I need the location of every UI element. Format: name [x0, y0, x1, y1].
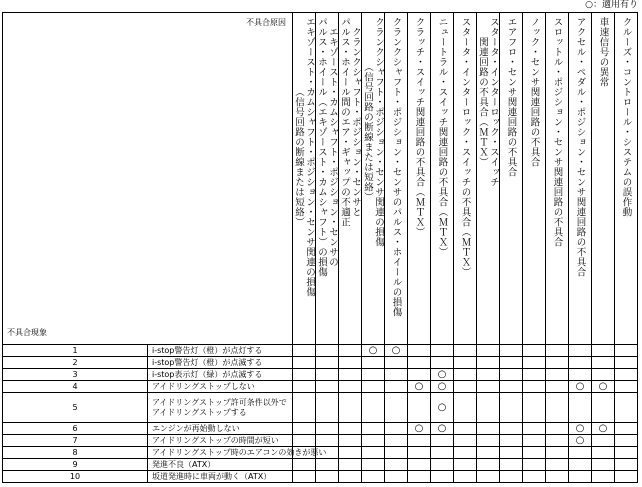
empty-cell	[523, 423, 546, 435]
empty-cell	[523, 393, 546, 423]
empty-cell	[523, 345, 546, 357]
symptom-row	[3, 345, 638, 357]
cause-header-2	[316, 13, 339, 345]
row-number: 3	[3, 369, 148, 381]
empty-cell	[569, 447, 592, 459]
empty-cell	[615, 393, 638, 423]
empty-cell	[385, 381, 408, 393]
empty-cell	[316, 471, 339, 483]
applicable-mark: ○	[431, 369, 454, 381]
cause-label: クランクシャフト・ポジション・センサと パルス・ホイール間のエア・ギャップの不適正	[339, 17, 361, 227]
empty-cell	[431, 345, 454, 357]
empty-cell	[316, 435, 339, 447]
empty-cell	[569, 393, 592, 423]
empty-cell	[385, 471, 408, 483]
empty-cell	[316, 369, 339, 381]
empty-cell	[454, 423, 477, 435]
cause-header-8	[454, 13, 477, 345]
applicable-mark: ○	[431, 393, 454, 423]
empty-cell	[477, 369, 500, 381]
cause-header-15	[615, 13, 638, 345]
empty-cell	[362, 423, 385, 435]
diagnosis-matrix-table	[2, 12, 638, 483]
empty-cell	[592, 345, 615, 357]
symptom-row	[3, 447, 638, 459]
row-number: 7	[3, 435, 148, 447]
empty-cell	[293, 369, 316, 381]
cause-label: エアフロ・センサ関連回路の不具合	[505, 17, 517, 177]
empty-cell	[477, 357, 500, 369]
empty-cell	[454, 345, 477, 357]
empty-cell	[408, 345, 431, 357]
empty-cell	[592, 357, 615, 369]
cause-label: エキゾースト・カムシャフト・ポジション・センサ関連の損傷 （信号回路の断線または短絡）	[293, 17, 315, 297]
row-number: 5	[3, 393, 148, 423]
empty-cell	[615, 369, 638, 381]
empty-cell	[569, 459, 592, 471]
cause-header-7	[431, 13, 454, 345]
cause-label: クランクシャフト・ポジション・センサのパルス・ホイールの損傷	[390, 17, 402, 317]
symptom-text: i-stop警告灯（橙）が点灯する	[148, 345, 293, 357]
applicable-mark: ○	[569, 435, 592, 447]
empty-cell	[592, 447, 615, 459]
header-row	[3, 13, 638, 345]
empty-cell	[293, 357, 316, 369]
empty-cell	[431, 459, 454, 471]
cause-label: クルーズ・コントロール・システムの誤作動	[620, 17, 632, 217]
symptom-row	[3, 393, 638, 423]
cause-label: スタータ・インターロック・スイッチ 関連回路の不具合（ＭＴＸ）	[477, 17, 499, 187]
symptom-text: アイドリングストップしない	[148, 381, 293, 393]
empty-cell	[523, 369, 546, 381]
empty-cell	[408, 369, 431, 381]
empty-cell	[523, 357, 546, 369]
empty-cell	[316, 459, 339, 471]
empty-cell	[408, 435, 431, 447]
applicable-mark: ○	[431, 381, 454, 393]
cause-header-12	[546, 13, 569, 345]
empty-cell	[523, 459, 546, 471]
empty-cell	[408, 357, 431, 369]
empty-cell	[546, 423, 569, 435]
empty-cell	[615, 471, 638, 483]
empty-cell	[592, 393, 615, 423]
empty-cell	[546, 435, 569, 447]
symptom-row	[3, 381, 638, 393]
empty-cell	[431, 471, 454, 483]
cause-label: スタータ・インターロック・スイッチの不具合（ＭＴＸ）	[459, 17, 471, 277]
row-number: 8	[3, 447, 148, 459]
applicable-mark: ○	[592, 423, 615, 435]
empty-cell	[500, 435, 523, 447]
empty-cell	[477, 393, 500, 423]
row-number: 10	[3, 471, 148, 483]
empty-cell	[339, 393, 362, 423]
empty-cell	[592, 369, 615, 381]
cause-label: 車速信号の異常	[597, 17, 609, 87]
cause-header-14	[592, 13, 615, 345]
empty-cell	[385, 447, 408, 459]
empty-cell	[293, 381, 316, 393]
symptom-text: アイドリングストップの時間が短い	[148, 435, 293, 447]
empty-cell	[500, 459, 523, 471]
empty-cell	[569, 357, 592, 369]
empty-cell	[592, 471, 615, 483]
cause-label: スロットル・ポジション・センサ関連回路の不具合	[551, 17, 563, 247]
symptom-row	[3, 435, 638, 447]
empty-cell	[546, 393, 569, 423]
applicable-mark: ○	[431, 423, 454, 435]
cause-header-9	[477, 13, 500, 345]
empty-cell	[362, 393, 385, 423]
cause-label: エキゾースト・カムシャフト・ポジション・センサの パルス・ホイール（エキゾースト・カムシャフト）の損傷	[316, 17, 338, 277]
cause-header-11	[523, 13, 546, 345]
empty-cell	[293, 471, 316, 483]
empty-cell	[385, 357, 408, 369]
empty-cell	[362, 381, 385, 393]
empty-cell	[454, 369, 477, 381]
row-number: 9	[3, 459, 148, 471]
empty-cell	[477, 459, 500, 471]
empty-cell	[431, 357, 454, 369]
cause-header-10	[500, 13, 523, 345]
empty-cell	[339, 447, 362, 459]
empty-cell	[454, 435, 477, 447]
symptom-text: i-stop警告灯（橙）が点滅する	[148, 357, 293, 369]
applicable-mark: ○	[362, 345, 385, 357]
empty-cell	[339, 471, 362, 483]
empty-cell	[615, 459, 638, 471]
cause-header-4	[362, 13, 385, 345]
empty-cell	[293, 435, 316, 447]
empty-cell	[477, 423, 500, 435]
empty-cell	[500, 423, 523, 435]
empty-cell	[477, 471, 500, 483]
symptom-text: アイドリングストップ時のエアコンの効きが悪い	[148, 447, 293, 459]
row-number: 1	[3, 345, 148, 357]
empty-cell	[385, 369, 408, 381]
cause-label: アクセル・ペダル・ポジション・センサ関連回路の不具合	[574, 17, 586, 277]
empty-cell	[477, 447, 500, 459]
cause-header: 不具合原因	[246, 18, 286, 27]
empty-cell	[454, 393, 477, 423]
empty-cell	[500, 447, 523, 459]
cause-header-5	[385, 13, 408, 345]
symptom-text: i-stop表示灯（緑）が点滅する	[148, 369, 293, 381]
symptom-row	[3, 369, 638, 381]
cause-label: クランクシャフト・ポジション・センサ関連の損傷 （信号回路の断線または短絡）	[362, 17, 384, 247]
empty-cell	[592, 459, 615, 471]
legend: ○：適用有り	[585, 0, 638, 10]
symptom-text: エンジンが再始動しない	[148, 423, 293, 435]
empty-cell	[615, 435, 638, 447]
applicable-mark: ○	[408, 381, 431, 393]
empty-cell	[615, 447, 638, 459]
symptom-text: 発進不良（ATX）	[148, 459, 293, 471]
empty-cell	[408, 393, 431, 423]
empty-cell	[615, 357, 638, 369]
cause-label: ノック・センサ関連回路の不具合	[528, 17, 540, 167]
symptom-row	[3, 357, 638, 369]
cause-header-1	[293, 13, 316, 345]
empty-cell	[316, 393, 339, 423]
cause-label: ニュートラル・スイッチ関連回路の不具合（ＭＴＸ）	[436, 17, 448, 257]
empty-cell	[431, 435, 454, 447]
empty-cell	[500, 369, 523, 381]
empty-cell	[408, 447, 431, 459]
empty-cell	[316, 381, 339, 393]
empty-cell	[362, 447, 385, 459]
empty-cell	[385, 435, 408, 447]
empty-cell	[546, 447, 569, 459]
applicable-mark: ○	[592, 381, 615, 393]
empty-cell	[362, 369, 385, 381]
empty-cell	[362, 357, 385, 369]
empty-cell	[385, 423, 408, 435]
empty-cell	[454, 447, 477, 459]
empty-cell	[569, 471, 592, 483]
empty-cell	[500, 471, 523, 483]
applicable-mark: ○	[385, 345, 408, 357]
empty-cell	[293, 393, 316, 423]
empty-cell	[339, 423, 362, 435]
empty-cell	[454, 471, 477, 483]
empty-cell	[293, 345, 316, 357]
empty-cell	[569, 369, 592, 381]
applicable-mark: ○	[408, 423, 431, 435]
empty-cell	[546, 459, 569, 471]
empty-cell	[316, 423, 339, 435]
symptom-row	[3, 459, 638, 471]
empty-cell	[339, 459, 362, 471]
empty-cell	[339, 345, 362, 357]
empty-cell	[339, 357, 362, 369]
empty-cell	[592, 435, 615, 447]
empty-cell	[454, 459, 477, 471]
empty-cell	[339, 369, 362, 381]
empty-cell	[339, 435, 362, 447]
cause-header-13	[569, 13, 592, 345]
empty-cell	[385, 459, 408, 471]
cause-label: クラッチ・スイッチ関連回路の不具合（ＭＴＸ）	[413, 17, 425, 237]
empty-cell	[339, 381, 362, 393]
symptom-header: 不具合現象	[7, 328, 47, 337]
empty-cell	[293, 459, 316, 471]
empty-cell	[431, 447, 454, 459]
empty-cell	[615, 345, 638, 357]
empty-cell	[454, 357, 477, 369]
empty-cell	[523, 381, 546, 393]
empty-cell	[408, 459, 431, 471]
empty-cell	[454, 381, 477, 393]
applicable-mark: ○	[569, 423, 592, 435]
empty-cell	[477, 435, 500, 447]
corner-cell	[3, 13, 293, 345]
applicable-mark: ○	[569, 381, 592, 393]
empty-cell	[316, 357, 339, 369]
empty-cell	[615, 423, 638, 435]
row-number: 4	[3, 381, 148, 393]
empty-cell	[546, 381, 569, 393]
empty-cell	[316, 345, 339, 357]
empty-cell	[523, 435, 546, 447]
empty-cell	[615, 381, 638, 393]
empty-cell	[385, 393, 408, 423]
cause-header-6	[408, 13, 431, 345]
row-number: 6	[3, 423, 148, 435]
empty-cell	[569, 345, 592, 357]
empty-cell	[546, 345, 569, 357]
empty-cell	[500, 381, 523, 393]
empty-cell	[523, 471, 546, 483]
symptom-row	[3, 423, 638, 435]
empty-cell	[523, 447, 546, 459]
row-number: 2	[3, 357, 148, 369]
cause-header-3	[339, 13, 362, 345]
symptom-row	[3, 471, 638, 483]
empty-cell	[293, 423, 316, 435]
empty-cell	[477, 381, 500, 393]
symptom-text: アイドリングストップ許可条件以外で アイドリングストップする	[148, 393, 293, 423]
empty-cell	[362, 459, 385, 471]
symptom-text: 坂道発進時に車両が動く（ATX）	[148, 471, 293, 483]
empty-cell	[546, 369, 569, 381]
empty-cell	[500, 345, 523, 357]
empty-cell	[546, 471, 569, 483]
empty-cell	[546, 357, 569, 369]
empty-cell	[477, 345, 500, 357]
empty-cell	[362, 435, 385, 447]
empty-cell	[500, 393, 523, 423]
empty-cell	[362, 471, 385, 483]
empty-cell	[500, 357, 523, 369]
empty-cell	[408, 471, 431, 483]
